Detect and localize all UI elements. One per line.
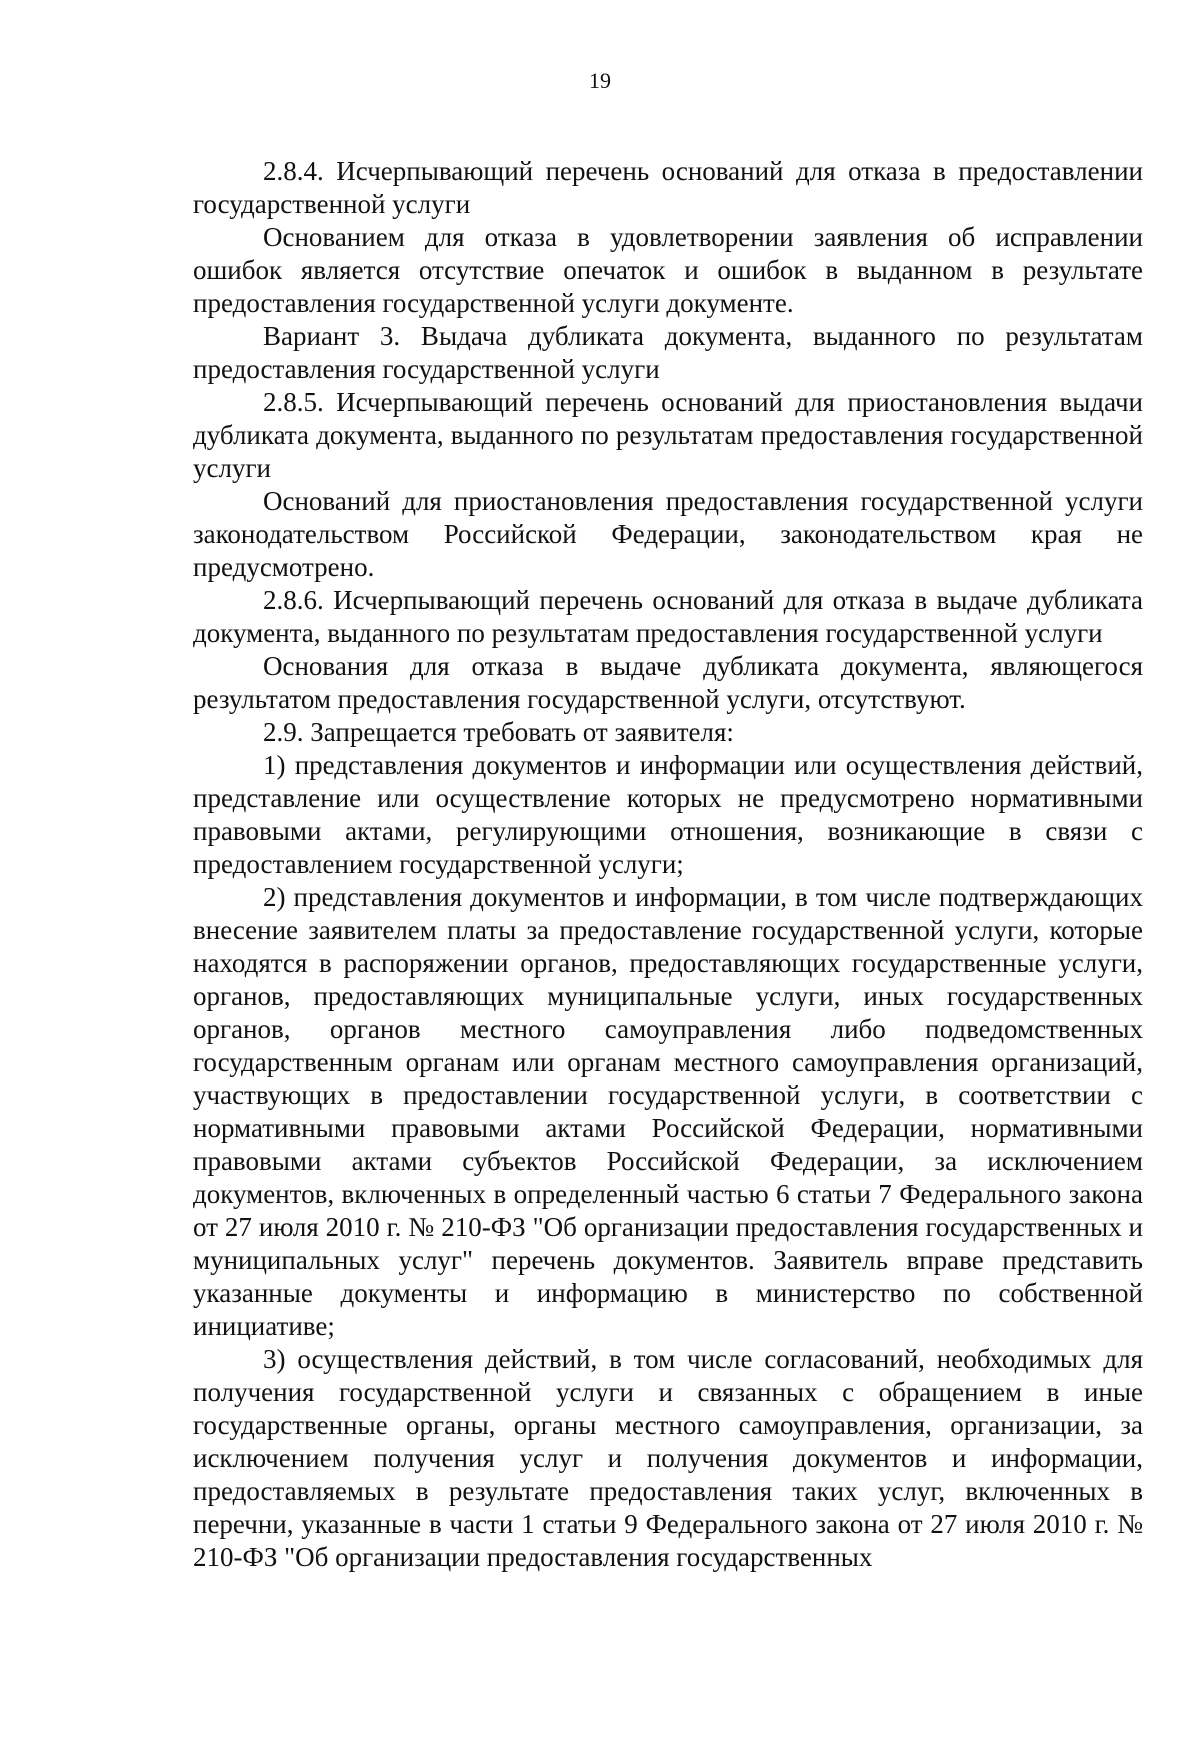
list-item-2: 2) представления документов и информации, в том числе подтверждающих внесение заявителем платы за предоставление государственной услуги, которые находятся в распоряжении органов, предоставляющих государственные услуги, органов, предоставляющих муниципальные услуги, иных государственных органов, органов местного самоуправления либо подведомственных государственным органам или органам местного самоуправления организаций, участвующих в предоставлении государственной услуги, в соответствии с нормативными правовыми актами Российской Федерации, нормативными правовыми актами субъектов Российской Федерации, за исключением документов, включенных в определенный частью 6 статьи 7 Федерального закона от 27 июля 2010 г. № 210-ФЗ "Об организации предоставления государственных и муниципальных услуг" перечень документов. Заявитель вправе представить указанные документы и информацию в министерство по собственной инициативе; <box>193 882 1143 1341</box>
section-heading-2-8-6: 2.8.6. Исчерпывающий перечень оснований для отказа в выдаче дубликата документа, выданного по результатам предоставления государственной услуги <box>193 585 1143 648</box>
list-item-1: 1) представления документов и информации или осуществления действий, представление или осуществление которых не предусмотрено нормативными правовыми актами, регулирующими отношения, возникающие в связи с предоставлением государственной услуги; <box>193 750 1143 879</box>
variant-heading: Вариант 3. Выдача дубликата документа, выданного по результатам предоставления государственной услуги <box>193 321 1143 384</box>
section-heading-2-8-4: 2.8.4. Исчерпывающий перечень оснований для отказа в предоставлении государственной услуги <box>193 156 1143 219</box>
paragraph: Оснований для приостановления предоставления государственной услуги законодательством Российской Федерации, законодательством края не предусмотрено. <box>193 486 1143 582</box>
document-body <box>193 155 1143 1574</box>
paragraph: Основанием для отказа в удовлетворении заявления об исправлении ошибок является отсутствие опечаток и ошибок в выданном в результате предоставления государственной услуги документе. <box>193 222 1143 318</box>
section-heading-2-9: 2.9. Запрещается требовать от заявителя: <box>263 717 734 747</box>
list-item-3: 3) осуществления действий, в том числе согласований, необходимых для получения государственной услуги и связанных с обращением в иные государственные органы, органы местного самоуправления, организации, за исключением получения услуг и получения документов и информации, предоставляемых в результате предоставления таких услуг, включенных в перечни, указанные в части 1 статьи 9 Федерального закона от 27 июля 2010 г. № 210-ФЗ "Об организации предоставления государственных <box>193 1344 1143 1572</box>
paragraph: Основания для отказа в выдаче дубликата документа, являющегося результатом предоставления государственной услуги, отсутствуют. <box>193 651 1143 714</box>
section-heading-2-8-5: 2.8.5. Исчерпывающий перечень оснований для приостановления выдачи дубликата документа, выданного по результатам предоставления государственной услуги <box>193 387 1143 483</box>
page-number: 19 <box>589 68 611 93</box>
